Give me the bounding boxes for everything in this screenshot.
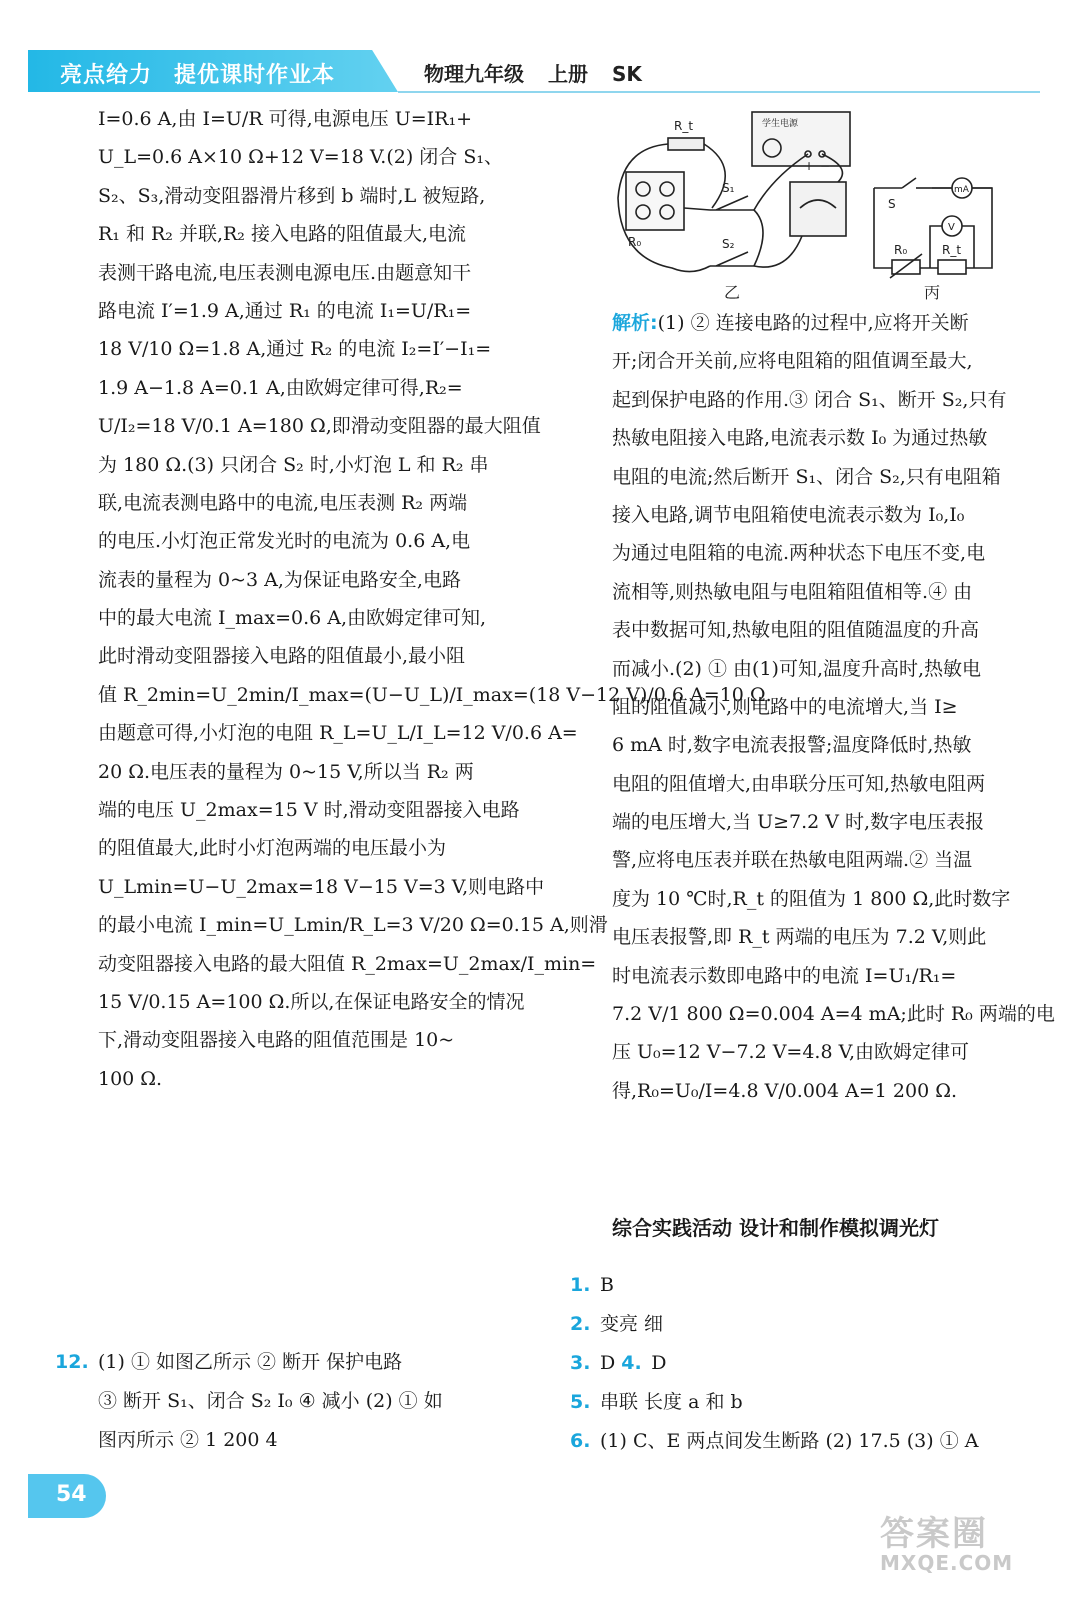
series-name: 亮点给力	[60, 63, 153, 88]
circuit-figure	[612, 108, 1044, 302]
q12-line: 图丙所示 ② 1 200 4	[98, 1429, 278, 1451]
answer-number: 4.	[621, 1352, 642, 1374]
answer-text: (1) C、E 两点间发生断路 (2) 17.5 (3) ① A	[600, 1430, 979, 1452]
page-number: 54	[56, 1482, 87, 1507]
answer-number: 3.	[570, 1352, 591, 1374]
text-line: 的阻值最大,此时小灯泡两端的电压最小为	[98, 837, 447, 860]
analysis-line: 阻的阻值减小,则电路中的电流增大,当 I≥	[612, 695, 958, 718]
analysis-line: 为通过电阻箱的电流.两种状态下电压不变,电	[612, 542, 986, 565]
text-line: 由题意可得,小灯泡的电阻 R_L=U_L/I_L=12 V/0.6 A=	[98, 722, 578, 745]
answer-item	[570, 1344, 978, 1383]
book-name: 提优课时作业本	[174, 63, 336, 88]
analysis-line: (1) ② 连接电路的过程中,应将开关断	[657, 312, 969, 334]
text-line: 联,电流表测电路中的电流,电压表测 R₂ 两端	[98, 491, 468, 514]
text-line: 值 R_2min=U_2min/I_max=(U−U_L)/I_max=(18 V−12 V)/0.6 A=10 Ω.	[98, 683, 772, 706]
analysis-line: 端的电压增大,当 U≥7.2 V 时,数字电压表报	[612, 811, 985, 834]
text-line: 为 180 Ω.(3) 只闭合 S₂ 时,小灯泡 L 和 R₂ 串	[98, 453, 489, 476]
analysis-line: 开;闭合开关前,应将电阻箱的阻值调至最大,	[612, 350, 973, 373]
header-rule	[398, 91, 1040, 93]
subject: 物理九年级	[424, 62, 524, 86]
q12-line: (1) ① 如图乙所示 ② 断开 保护电路	[98, 1351, 403, 1373]
switch-s1	[710, 196, 754, 210]
text-line: 1.9 A−1.8 A=0.1 A,由欧姆定律可得,R₂=	[98, 376, 463, 399]
answer-text: 串联 长度 a 和 b	[600, 1391, 743, 1413]
text-line: 18 V/10 Ω=1.8 A,通过 R₂ 的电流 I₂=I′−I₁=	[98, 338, 492, 361]
analysis-line: 度为 10 ℃时,R_t 的阻值为 1 800 Ω,此时数字	[612, 887, 1011, 910]
analysis-line: 7.2 V/1 800 Ω=0.004 A=4 mA;此时 R₀ 两端的电	[612, 1003, 1055, 1026]
power-supply-label: 学生电源	[762, 119, 799, 129]
text-line: 流表的量程为 0~3 A,为保证电路安全,电路	[98, 568, 461, 591]
analysis-label: 解析:	[612, 312, 658, 334]
fig-label-rt: R_t	[674, 119, 694, 133]
text-line: U_L=0.6 A×10 Ω+12 V=18 V.(2) 闭合 S₁、	[98, 146, 503, 169]
answer-text: D	[600, 1352, 622, 1374]
text-line: 表测干路电流,电压表测电源电压.由题意知干	[98, 261, 472, 284]
fig-label-s: S	[888, 197, 896, 211]
analysis-line: 接入电路,调节电阻箱使电流表示数为 I₀,I₀	[612, 503, 965, 526]
text-line: 20 Ω.电压表的量程为 0~15 V,所以当 R₂ 两	[98, 760, 474, 783]
answer-number: 5.	[570, 1391, 591, 1413]
answer-text: D	[651, 1352, 667, 1374]
fig-label-r0b: R₀	[894, 243, 908, 257]
answer-item	[570, 1305, 978, 1344]
answer-text: B	[600, 1274, 614, 1296]
text-line: U_Lmin=U−U_2max=18 V−15 V=3 V,则电路中	[98, 875, 545, 898]
fig-caption-yi: 乙	[724, 283, 741, 302]
analysis-line: 流相等,则热敏电阻与电阻箱阻值相等.④ 由	[612, 580, 973, 603]
rt-resistor	[938, 260, 966, 274]
answer-text: 变亮 细	[600, 1313, 664, 1335]
text-line: 此时滑动变阻器接入电路的阻值最小,最小阻	[98, 645, 466, 668]
edition: SK	[612, 62, 642, 86]
analysis-line: 而减小.(2) ① 由(1)可知,温度升高时,热敏电	[612, 657, 982, 680]
fig-label-minus: −	[820, 159, 831, 173]
fig-caption-bing: 丙	[924, 283, 941, 302]
text-line: I=0.6 A,由 I=U/R 可得,电源电压 U=IR₁+	[98, 108, 473, 130]
header-subject	[424, 58, 666, 87]
analysis-line: 电压表报警,即 R_t 两端的电压为 7.2 V,则此	[612, 926, 987, 949]
section-title: 综合实践活动 设计和制作模拟调光灯	[612, 1216, 939, 1240]
text-line: 端的电压 U_2max=15 V 时,滑动变阻器接入电路	[98, 799, 520, 822]
watermark-url: MXQE.COM	[880, 1551, 1014, 1575]
answer-item	[570, 1383, 978, 1422]
resistance-box	[626, 172, 684, 230]
text-line: R₁ 和 R₂ 并联,R₂ 接入电路的阻值最大,电流	[98, 223, 467, 246]
volume: 上册	[548, 62, 588, 86]
analysis-line: 时电流表示数即电路中的电流 I=U₁/R₁=	[612, 964, 957, 987]
analysis-line: 电阻的阻值增大,由串联分压可知,热敏电阻两	[612, 772, 986, 795]
fig-label-s2: S₂	[722, 237, 735, 251]
text-line: 15 V/0.15 A=100 Ω.所以,在保证电路安全的情况	[98, 990, 525, 1013]
analysis-line: 电阻的电流;然后断开 S₁、闭合 S₂,只有电阻箱	[612, 465, 1001, 488]
answer-number: 2.	[570, 1313, 591, 1335]
answer-number: 6.	[570, 1430, 591, 1452]
analysis-line: 起到保护电路的作用.③ 闭合 S₁、断开 S₂,只有	[612, 388, 1007, 411]
fig-label-r0: R₀	[628, 235, 642, 249]
thermistor	[668, 138, 704, 150]
text-line: 路电流 I′=1.9 A,通过 R₁ 的电流 I₁=U/R₁=	[98, 299, 472, 322]
question-number: 12.	[55, 1351, 89, 1373]
text-line: 100 Ω.	[98, 1067, 163, 1090]
fig-label-ma: mA	[954, 185, 969, 195]
analysis-line: 警,应将电压表并联在热敏电阻两端.② 当温	[612, 849, 973, 872]
fig-label-plus: +	[804, 159, 815, 173]
text-line: 动变阻器接入电路的最大阻值 R_2max=U_2max/I_min=	[98, 952, 597, 975]
analysis-line: 压 U₀=12 V−7.2 V=4.8 V,由欧姆定律可	[612, 1041, 970, 1064]
analysis-block	[612, 304, 1055, 1110]
fig-label-s1: S₁	[722, 181, 735, 195]
analysis-line: 热敏电阻接入电路,电流表示数 I₀ 为通过热敏	[612, 427, 988, 450]
text-line: 的最小电流 I_min=U_Lmin/R_L=3 V/20 Ω=0.15 A,则滑	[98, 914, 608, 937]
answer-list	[570, 1266, 978, 1461]
answer-number: 1.	[570, 1274, 591, 1296]
q12-line: ③ 断开 S₁、闭合 S₂ I₀ ④ 减小 (2) ① 如	[98, 1390, 443, 1412]
watermark-logo-text: 答案圈	[880, 1514, 988, 1554]
analysis-line: 得,R₀=U₀/I=4.8 V/0.004 A=1 200 Ω.	[612, 1079, 958, 1102]
fig-label-rtb: R_t	[942, 243, 962, 257]
switch-s	[874, 178, 916, 188]
switch-s2	[710, 252, 754, 266]
text-line: U/I₂=18 V/0.1 A=180 Ω,即滑动变阻器的最大阻值	[98, 415, 541, 438]
question-12	[55, 1343, 535, 1460]
watermark	[880, 1506, 1013, 1575]
text-line: 中的最大电流 I_max=0.6 A,由欧姆定律可知,	[98, 607, 487, 630]
ammeter	[790, 182, 846, 236]
analysis-line: 表中数据可知,热敏电阻的阻值随温度的升高	[612, 619, 980, 642]
text-line: 下,滑动变阻器接入电路的阻值范围是 10~	[98, 1029, 455, 1052]
fig-label-v: V	[948, 222, 955, 233]
analysis-line: 6 mA 时,数字电流表报警;温度降低时,热敏	[612, 734, 972, 757]
answer-item	[570, 1266, 978, 1305]
header-series	[60, 58, 357, 89]
answer-item	[570, 1422, 978, 1461]
text-line: S₂、S₃,滑动变阻器滑片移到 b 端时,L 被短路,	[98, 184, 486, 207]
text-line: 的电压.小灯泡正常发光时的电流为 0.6 A,电	[98, 530, 471, 553]
